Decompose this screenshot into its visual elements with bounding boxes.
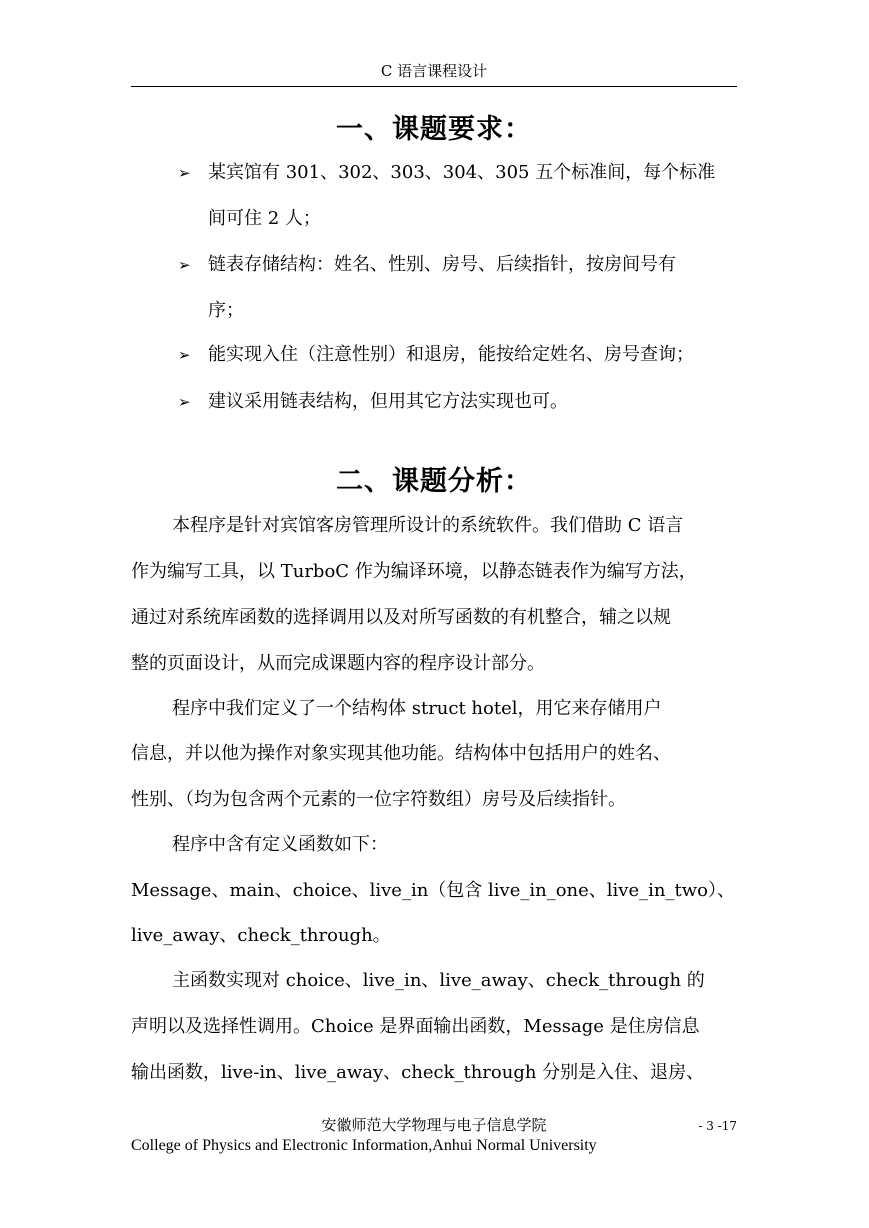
footer-school-chinese: 安徽师范大学物理与电子信息学院 [321, 1116, 547, 1134]
paragraph-line: 输出函数，live-in、live_away、check_through 分别是入住、退房、 [131, 1062, 705, 1083]
footer-school-english: College of Physics and Electronic Information,Anhui Normal University [131, 1137, 597, 1154]
section-heading-requirements: 一、课题要求： [336, 114, 532, 145]
paragraph-line: 程序中含有定义函数如下： [172, 834, 388, 855]
bullet-arrow-icon: ➢ [178, 393, 191, 411]
paragraph-line: 声明以及选择性调用。Choice 是界面输出函数，Message 是住房信息 [131, 1016, 700, 1037]
requirement-line: 序； [208, 300, 244, 321]
footer-page-number: - 3 -17 [698, 1119, 737, 1133]
paragraph-line: 通过对系统库函数的选择调用以及对所写函数的有机整合，辅之以规 [131, 607, 671, 628]
requirement-line: 能实现入住（注意性别）和退房，能按给定姓名、房号查询； [208, 344, 694, 365]
paragraph-line: 整的页面设计，从而完成课题内容的程序设计部分。 [131, 653, 545, 674]
paragraph-line: 本程序是针对宾馆客房管理所设计的系统软件。我们借助 C 语言 [172, 515, 684, 536]
requirement-line: 某宾馆有 301、302、303、304、305 五个标准间，每个标准 [208, 162, 716, 183]
header-divider [131, 86, 737, 87]
requirement-line: 建议采用链表结构，但用其它方法实现也可。 [208, 391, 568, 412]
section-heading-analysis: 二、课题分析： [336, 466, 532, 497]
bullet-arrow-icon: ➢ [178, 164, 191, 182]
paragraph-line: Message、main、choice、live_in（包含 live_in_one、live_in_two）、 [131, 880, 735, 901]
bullet-arrow-icon: ➢ [178, 346, 191, 364]
paragraph-line: 作为编写工具，以 TurboC 作为编译环境，以静态链表作为编写方法， [131, 561, 697, 582]
page-header-title: C 语言课程设计 [380, 62, 488, 80]
paragraph-line: live_away、check_through。 [131, 925, 391, 946]
requirement-line: 链表存储结构：姓名、性别、房号、后续指针，按房间号有 [208, 254, 676, 275]
bullet-arrow-icon: ➢ [178, 256, 191, 274]
paragraph-line: 性别、（均为包含两个元素的一位字符数组）房号及后续指针。 [131, 789, 626, 810]
paragraph-line: 主函数实现对 choice、live_in、live_away、check_through 的 [172, 970, 705, 991]
paragraph-line: 程序中我们定义了一个结构体 struct hotel，用它来存储用户 [172, 698, 662, 719]
requirement-line: 间可住 2 人； [208, 208, 321, 229]
paragraph-line: 信息，并以他为操作对象实现其他功能。结构体中包括用户的姓名、 [131, 743, 671, 764]
